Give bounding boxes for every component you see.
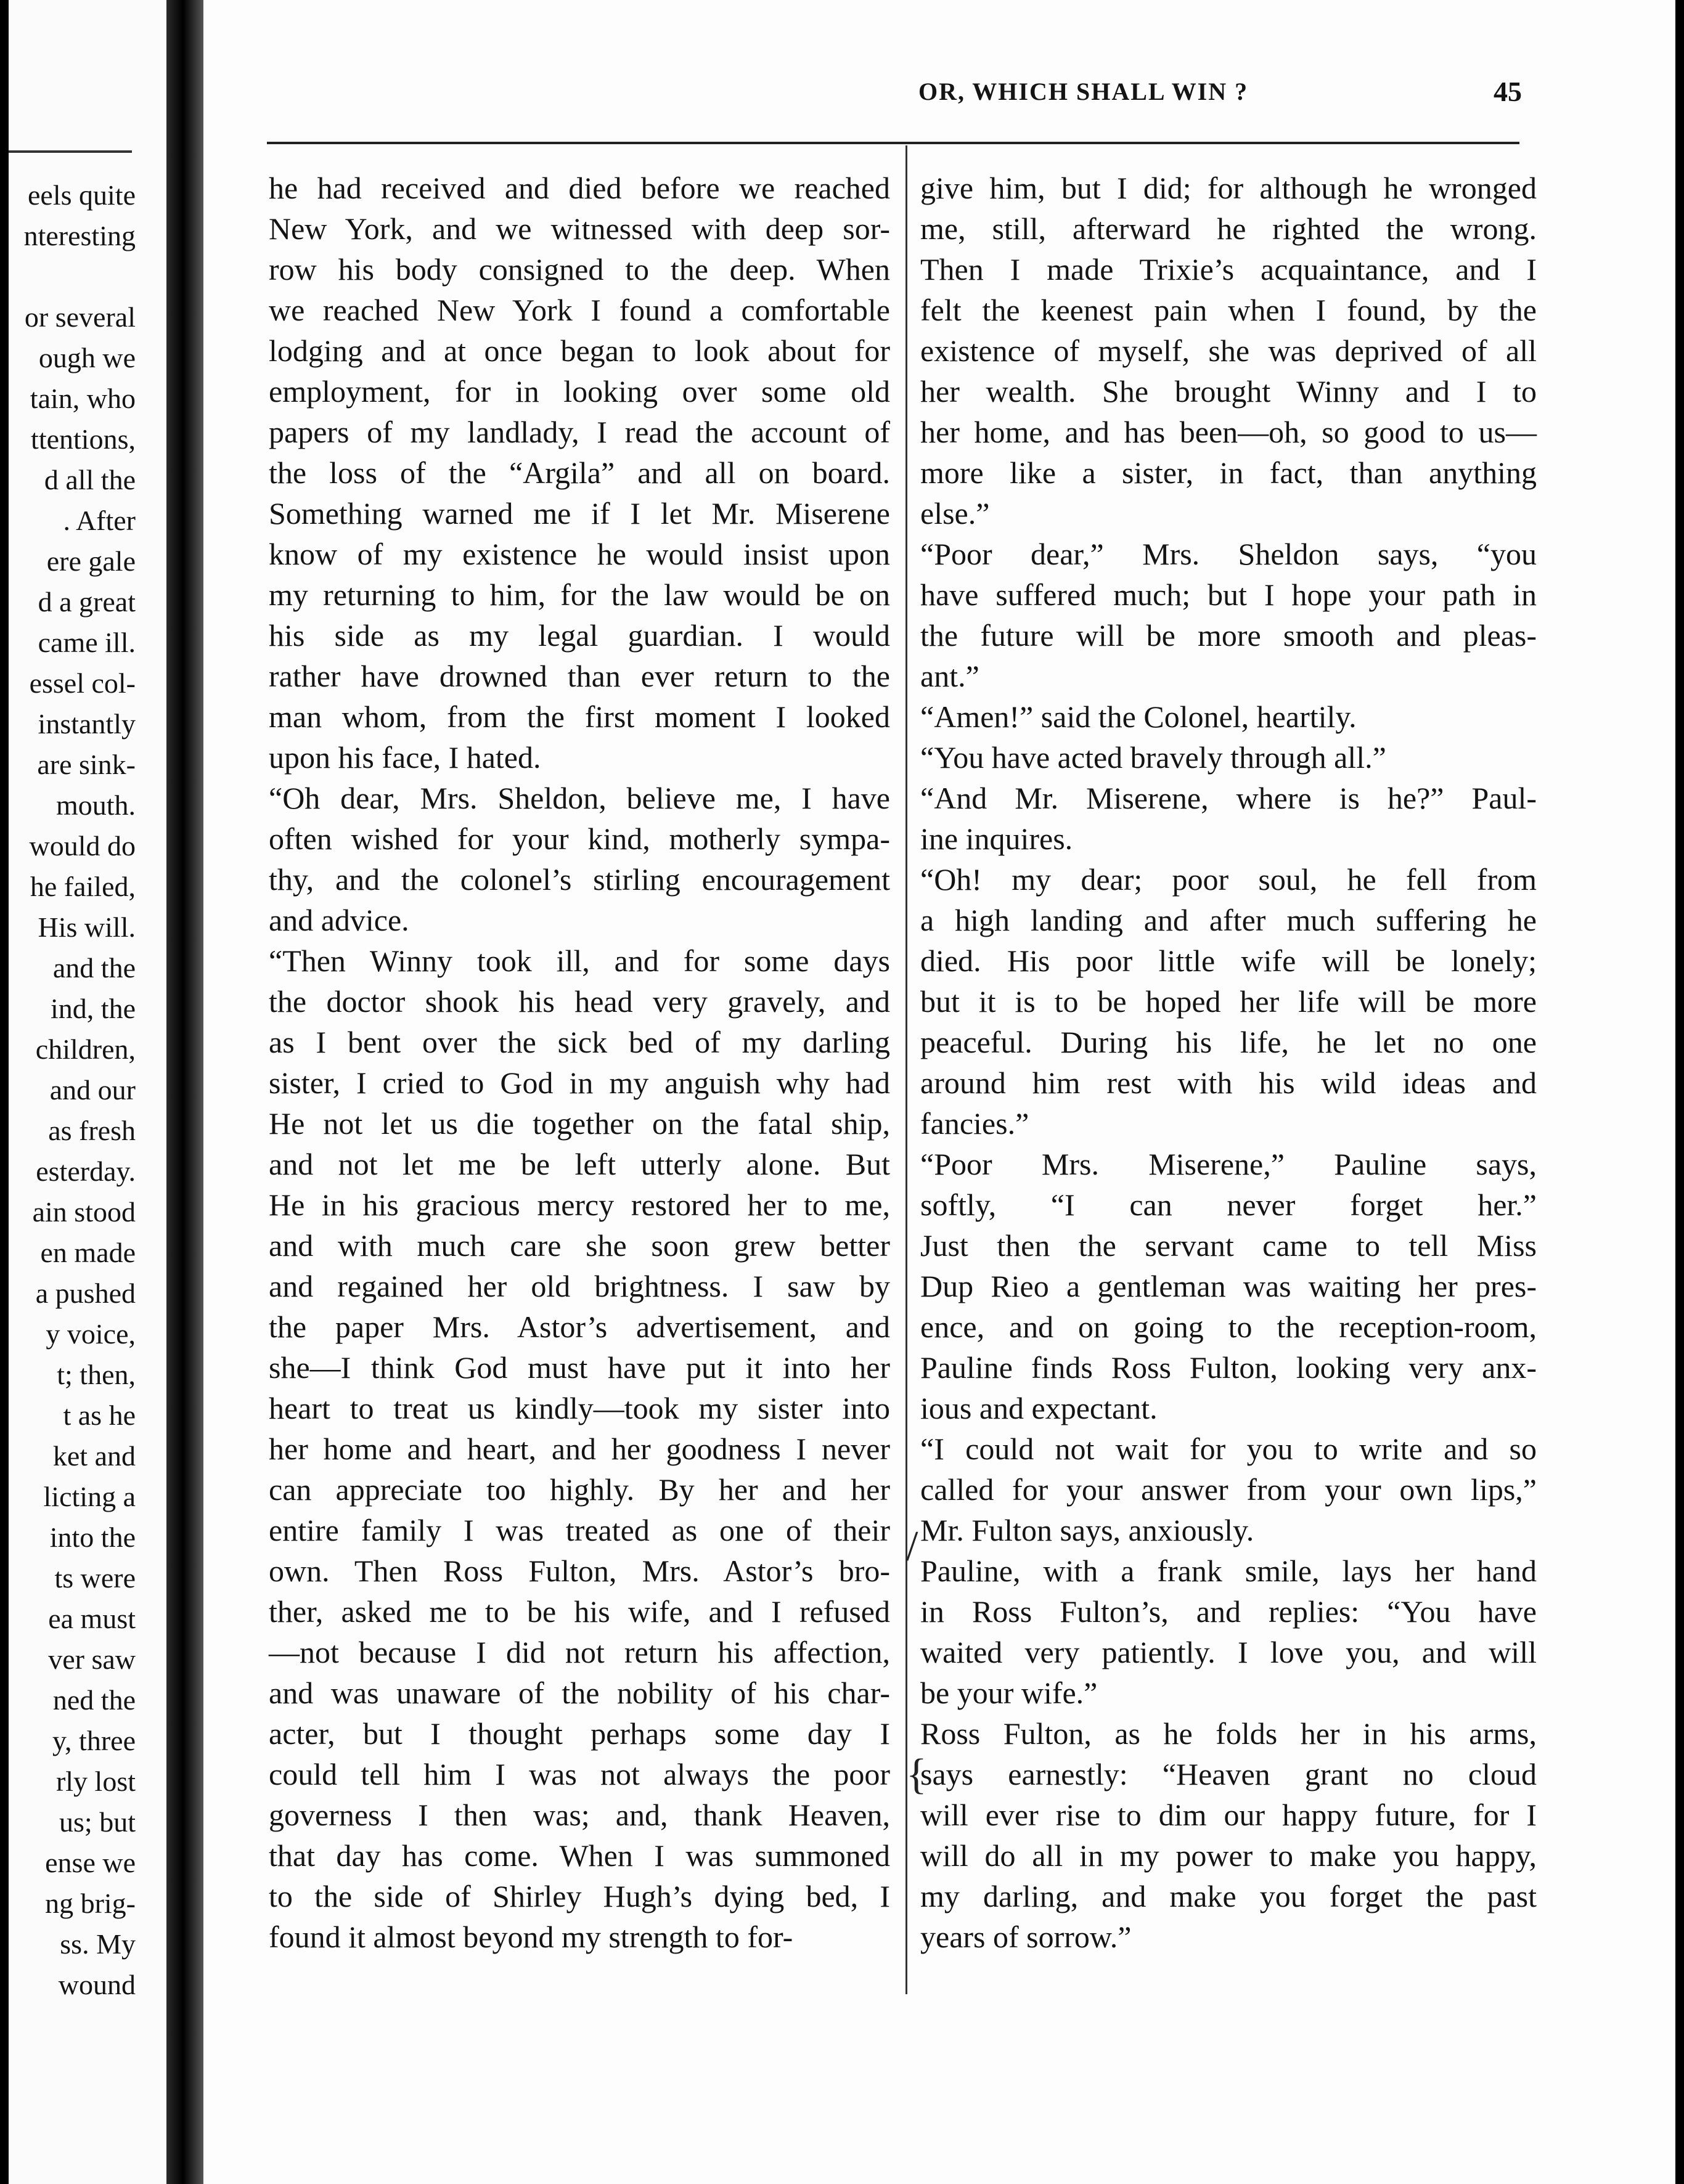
previous-page-line: . After	[63, 505, 136, 536]
text-line: governess I then was; and, thank Heaven,	[269, 1798, 890, 1832]
text-line: the doctor shook his head very gravely, and	[269, 984, 890, 1019]
previous-page-line: mouth.	[55, 789, 136, 821]
previous-page-line: ind, the	[51, 993, 136, 1024]
text-line: waited very patiently. I love you, and will	[920, 1635, 1537, 1669]
running-head: OR, WHICH SHALL WIN ?	[918, 78, 1249, 105]
previous-page-line: he failed,	[30, 871, 136, 902]
text-line: fancies.”	[920, 1106, 1029, 1141]
text-line: ence, and on going to the reception-room,	[920, 1310, 1537, 1344]
text-line: felt the keenest pain when I found, by the	[920, 293, 1537, 327]
text-line: peaceful. During his life, he let no one	[920, 1025, 1537, 1059]
previous-page-line: ned the	[52, 1684, 136, 1716]
text-line: New York, and we witnessed with deep sor-	[269, 211, 890, 246]
previous-page-line: wound	[58, 1969, 136, 2000]
text-line: around him rest with his wild ideas and	[920, 1066, 1537, 1100]
text-line: “Amen!” said the Colonel, heartily.	[920, 699, 1357, 734]
text-line: and with much care she soon grew better	[269, 1228, 890, 1263]
previous-page-line: ng brig-	[45, 1888, 136, 1919]
previous-page-line: ver saw	[48, 1644, 136, 1675]
text-line: found it almost beyond my strength to for-	[269, 1920, 793, 1954]
text-line: and regained her old brightness. I saw by	[269, 1269, 890, 1303]
text-line: and not let me be left utterly alone. But	[269, 1147, 890, 1181]
previous-page-line: ense we	[45, 1847, 136, 1878]
scan-border-right	[1675, 0, 1684, 2184]
text-line: to the side of Shirley Hugh’s dying bed, I	[269, 1879, 890, 1913]
header-rule	[267, 142, 1519, 144]
text-line: “I could not wait for you to write and so	[920, 1432, 1537, 1466]
previous-page-line: instantly	[38, 708, 136, 740]
book-page	[203, 0, 1675, 2184]
text-line: could tell him I was not always the poor	[269, 1757, 890, 1791]
text-line: “Poor dear,” Mrs. Sheldon says, “you	[920, 537, 1537, 571]
previous-page-line: ttentions,	[31, 423, 136, 455]
text-line: ious and expectant.	[920, 1391, 1158, 1425]
text-line: softly, “I can never forget her.”	[920, 1188, 1537, 1222]
text-line: row his body consigned to the deep. When	[269, 252, 890, 287]
text-line: Pauline finds Ross Fulton, looking very anx-	[920, 1350, 1537, 1385]
previous-page-line: into the	[49, 1522, 136, 1553]
text-line: me, still, afterward he righted the wrong.	[920, 211, 1537, 246]
text-line: her home, and has been—oh, so good to us—	[920, 415, 1537, 449]
previous-page-line: are sink-	[37, 749, 136, 780]
previous-page-line: a pushed	[35, 1277, 136, 1309]
previous-page-line: would do	[29, 830, 136, 862]
text-line: and was unaware of the nobility of his char-	[269, 1676, 890, 1710]
text-line: as I bent over the sick bed of my darling	[269, 1025, 890, 1059]
pencil-margin-mark: /	[906, 1523, 918, 1570]
text-line: Dup Rieo a gentleman was waiting her pres-	[920, 1269, 1537, 1303]
text-line: her wealth. She brought Winny and I to	[920, 374, 1537, 409]
text-line: He not let us die together on the fatal ship,	[269, 1106, 890, 1141]
book-gutter	[166, 0, 203, 2184]
previous-page-line: y voice,	[46, 1318, 136, 1350]
text-line: my darling, and make you forget the past	[920, 1879, 1537, 1913]
page-number: 45	[1494, 76, 1522, 107]
previous-page-line: and the	[52, 952, 136, 984]
previous-page-line: ket and	[52, 1440, 136, 1472]
previous-page-line: t as he	[63, 1400, 136, 1431]
text-line: Then I made Trixie’s acquaintance, and I	[920, 252, 1537, 287]
text-line: give him, but I did; for although he wronged	[920, 171, 1537, 205]
text-line: sister, I cried to God in my anguish why had	[269, 1066, 890, 1100]
text-line: acter, but I thought perhaps some day I	[269, 1716, 890, 1751]
text-line: know of my existence he would insist upon	[269, 537, 890, 571]
previous-page-line: tain, who	[30, 383, 136, 414]
text-line: called for your answer from your own lips,”	[920, 1472, 1537, 1507]
text-line: “You have acted bravely through all.”	[920, 740, 1386, 775]
text-line: died. His poor little wife will be lonely;	[920, 943, 1537, 978]
text-line: his side as my legal guardian. I would	[269, 618, 890, 653]
text-line: Mr. Fulton says, anxiously.	[920, 1513, 1254, 1547]
text-line: can appreciate too highly. By her and her	[269, 1472, 890, 1507]
text-line: be your wife.”	[920, 1676, 1098, 1710]
previous-page-line: licting a	[43, 1481, 136, 1512]
previous-page-fragment	[9, 0, 187, 2184]
text-line: Pauline, with a frank smile, lays her hand	[920, 1554, 1537, 1588]
previous-page-line: ere gale	[46, 545, 136, 577]
previous-page-line: us; but	[59, 1806, 136, 1838]
text-line: her home and heart, and her goodness I never	[269, 1432, 890, 1466]
text-line: ther, asked me to be his wife, and I refused	[269, 1594, 890, 1629]
text-line: thy, and the colonel’s stirling encouragement	[269, 862, 890, 897]
text-line: the loss of the “Argila” and all on board.	[269, 455, 890, 490]
previous-page-line: en made	[40, 1237, 136, 1268]
previous-page-line: esterday.	[36, 1155, 136, 1187]
text-line: says earnestly: “Heaven grant no cloud	[920, 1757, 1537, 1791]
text-line: employment, for in looking over some old	[269, 374, 890, 409]
pencil-margin-mark: {	[906, 1751, 927, 1798]
previous-page-line: ts were	[54, 1562, 136, 1594]
text-line: He in his gracious mercy restored her to me,	[269, 1188, 890, 1222]
text-line: a high landing and after much suffering he	[920, 903, 1537, 937]
previous-page-line: t; then,	[57, 1359, 136, 1390]
previous-page-line: d all the	[44, 464, 136, 495]
previous-page-line: ain stood	[32, 1196, 136, 1228]
previous-page-line: essel col-	[29, 667, 136, 699]
text-line: papers of my landlady, I read the account of	[269, 415, 890, 449]
text-line: “Oh! my dear; poor soul, he fell from	[920, 862, 1537, 897]
right-text-column	[920, 168, 1537, 1957]
text-line: upon his face, I hated.	[269, 740, 541, 775]
scan-border-left	[0, 0, 9, 2184]
text-line: he had received and died before we reached	[269, 171, 890, 205]
column-divider	[905, 145, 907, 1994]
text-line: lodging and at once began to look about for	[269, 333, 890, 368]
text-line: own. Then Ross Fulton, Mrs. Astor’s bro-	[269, 1554, 890, 1588]
previous-page-line: His will.	[38, 911, 136, 943]
text-line: ant.”	[920, 659, 979, 693]
previous-page-line: children,	[35, 1033, 136, 1065]
text-line: else.”	[920, 496, 990, 531]
previous-page-line: and our	[49, 1074, 136, 1106]
text-line: have suffered much; but I hope your path in	[920, 577, 1537, 612]
previous-page-line: y, three	[52, 1725, 136, 1756]
text-line: we reached New York I found a comfortable	[269, 293, 890, 327]
text-line: existence of myself, she was deprived of all	[920, 333, 1537, 368]
text-line: the future will be more smooth and pleas-	[920, 618, 1537, 653]
text-line: that day has come. When I was summoned	[269, 1838, 890, 1873]
text-line: Just then the servant came to tell Miss	[920, 1228, 1537, 1263]
text-line: will do all in my power to make you happy,	[920, 1838, 1537, 1873]
previous-page-line: ough we	[38, 342, 136, 373]
previous-page-line: rly lost	[55, 1766, 136, 1797]
text-line: but it is to be hoped her life will be more	[920, 984, 1537, 1019]
text-line: in Ross Fulton’s, and replies: “You have	[920, 1594, 1537, 1629]
text-line: years of sorrow.”	[920, 1920, 1132, 1954]
previous-page-header-rule	[9, 150, 132, 153]
text-line: “Poor Mrs. Miserene,” Pauline says,	[920, 1147, 1537, 1181]
text-line: “And Mr. Miserene, where is he?” Paul-	[920, 781, 1537, 815]
text-line: entire family I was treated as one of their	[269, 1513, 890, 1547]
previous-page-line: ea must	[48, 1603, 136, 1634]
previous-page-line: eels quite	[28, 179, 136, 211]
left-text-column	[269, 168, 890, 1957]
text-line: ine inquires.	[920, 821, 1073, 856]
text-line: often wished for your kind, motherly sympa-	[269, 821, 890, 856]
previous-page-line: ss. My	[60, 1928, 136, 1960]
text-line: “Then Winny took ill, and for some days	[269, 943, 890, 978]
text-line: Something warned me if I let Mr. Miserene	[269, 496, 890, 531]
text-line: my returning to him, for the law would be on	[269, 577, 890, 612]
text-line: heart to treat us kindly—took my sister into	[269, 1391, 890, 1425]
previous-page-line: nteresting	[23, 220, 136, 251]
text-line: will ever rise to dim our happy future, for I	[920, 1798, 1537, 1832]
text-line: the paper Mrs. Astor’s advertisement, and	[269, 1310, 890, 1344]
text-line: rather have drowned than ever return to the	[269, 659, 890, 693]
previous-page-line: or several	[24, 301, 136, 333]
text-line: more like a sister, in fact, than anything	[920, 455, 1537, 490]
text-line: man whom, from the first moment I looked	[269, 699, 890, 734]
previous-page-line: as fresh	[48, 1115, 136, 1146]
text-line: she—I think God must have put it into her	[269, 1350, 890, 1385]
previous-page-line: came ill.	[38, 627, 136, 658]
text-line: —not because I did not return his affection,	[269, 1635, 890, 1669]
text-line: “Oh dear, Mrs. Sheldon, believe me, I have	[269, 781, 890, 815]
text-line: and advice.	[269, 903, 409, 937]
text-line: Ross Fulton, as he folds her in his arms,	[920, 1716, 1537, 1751]
previous-page-line: d a great	[38, 586, 136, 617]
